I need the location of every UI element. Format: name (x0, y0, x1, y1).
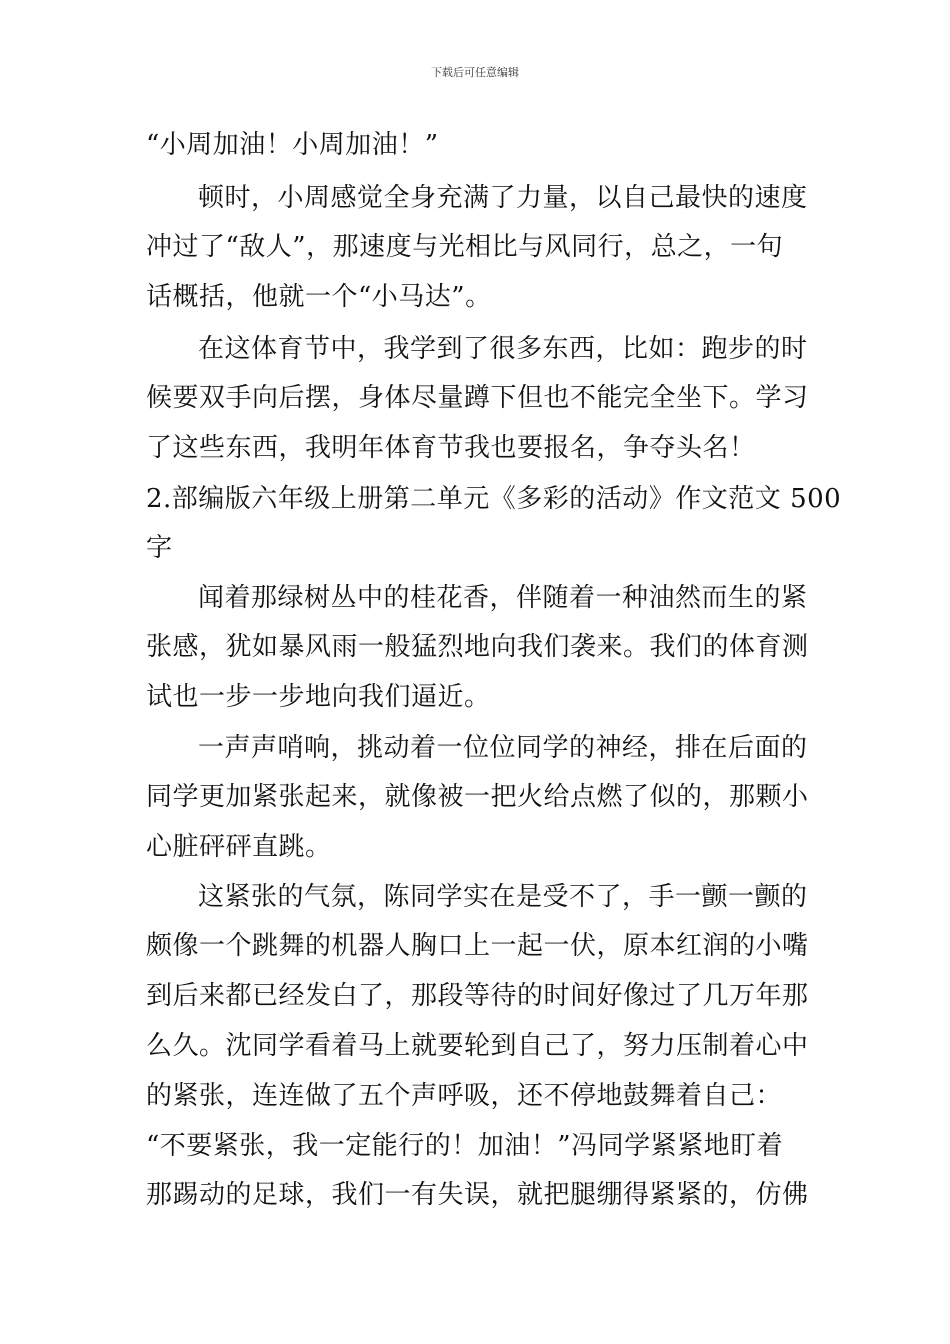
text-line: 同学更加紧张起来，就像被一把火给点燃了似的，那颗小 (146, 782, 809, 812)
text-line: 张感，犹如暴风雨一般猛烈地向我们袭来。我们的体育测 (146, 632, 809, 662)
text-line: 了这些东西，我明年体育节我也要报名，争夺头名！ (146, 433, 756, 463)
text-line: 的紧张，连连做了五个声呼吸，还不停地鼓舞着自己： (146, 1081, 783, 1111)
text-line: 顿时，小周感觉全身充满了力量，以自己最快的速度 (198, 183, 808, 213)
text-line: 在这体育节中，我学到了很多东西，比如：跑步的时 (198, 334, 808, 364)
page-header: 下载后可任意编辑 (431, 66, 519, 79)
text-line: 候要双手向后摆，身体尽量蹲下但也不能完全坐下。学习 (146, 383, 809, 413)
text-line: 那踢动的足球，我们一有失误，就把腿绷得紧紧的，仿佛 (146, 1180, 809, 1210)
text-line: 话概括，他就一个“小马达”。 (146, 282, 492, 312)
text-line: 到后来都已经发白了，那段等待的时间好像过了几万年那 (146, 981, 809, 1011)
text-line: 闻着那绿树丛中的桂花香，伴随着一种油然而生的紧 (198, 583, 808, 613)
section-heading-cont: 字 (146, 533, 173, 563)
text-line: 么久。沈同学看着马上就要轮到自己了，努力压制着心中 (146, 1031, 809, 1061)
text-line: 冲过了“敌人”，那速度与光相比与风同行，总之，一句 (146, 232, 784, 262)
text-line: 颇像一个跳舞的机器人胸口上一起一伏，原本红润的小嘴 (146, 931, 809, 961)
text-line: 这紧张的气氛，陈同学实在是受不了，手一颤一颤的 (198, 882, 808, 912)
text-line: “不要紧张，我一定能行的！加油！”冯同学紧紧地盯着 (146, 1131, 784, 1161)
text-line: “小周加油！小周加油！” (146, 130, 439, 160)
text-line: 心脏砰砰直跳。 (146, 832, 332, 862)
text-line: 试也一步一步地向我们逼近。 (146, 682, 491, 712)
text-line: 一声声哨响，挑动着一位位同学的神经，排在后面的 (198, 733, 808, 763)
section-heading: 2.部编版六年级上册第二单元《多彩的活动》作文范文 500 (146, 484, 842, 514)
